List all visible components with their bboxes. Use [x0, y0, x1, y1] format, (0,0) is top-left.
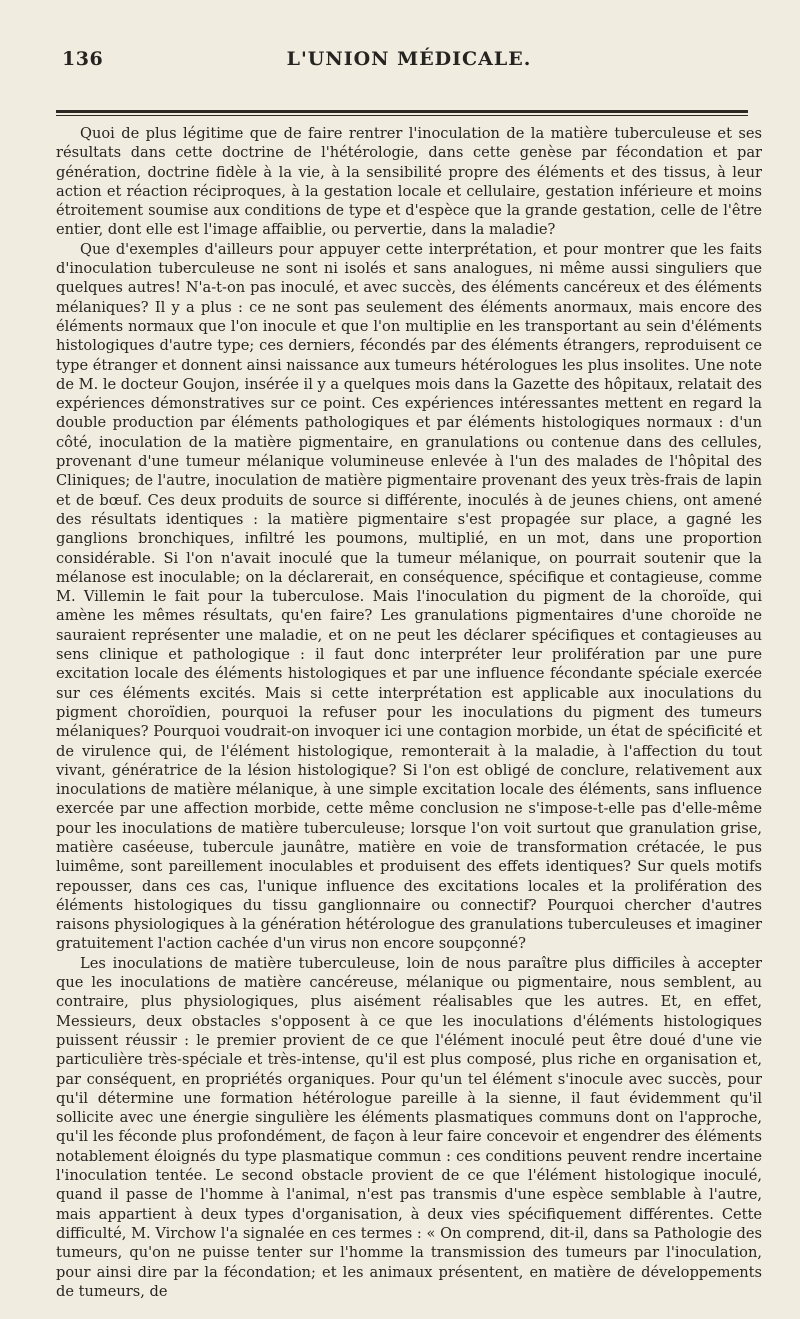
paragraph-3: Les inoculations de matière tuberculeuse, loin de nous paraître plus difficiles à accepter que les inoculations de matière cancéreuse, mélanique ou pigmentaire, nous semblent, au contraire, plus physiologiques, plus aisément réalisables que les autres. Et, en effet, Messieurs, deux obstacles s'opposent à ce que les inoculations d'éléments histologiques puissent réussir : le premier provient de ce que l'élément inoculé peut être doué d'une vie particulière très-spéciale et très-intense, qu'il est plus composé, plus riche en organisation et, par conséquent, en propriétés organiques. Pour qu'un tel élément s'inocule avec succès, pour qu'il détermine une formation hétérologue pareille à la sienne, il faut évidemment qu'il sollicite avec une énergie singulière les éléments plasmatiques communs dont on l'approche, qu'il les féconde plus profondément, de façon à leur faire concevoir et engendrer des éléments notablement éloignés du type plasmatique commun : ces conditions peuvent rendre incertaine l'inoculation tentée. Le second obstacle provient de ce que l'élément histologique inoculé, quand il passe de l'homme à l'animal, n'est pas transmis d'une espèce semblable à l'autre, mais appartient à deux types d'organisation, à deux vies spécifiquement différentes. Cette difficulté, M. Virchow l'a signalée en ces termes : « On comprend, dit-il, dans sa Pathologie des tumeurs, qu'on ne puisse tenter sur l'homme la transmission des tumeurs par l'inoculation, pour ainsi dire par la fécondation; et les animaux présentent, en matière de développements de tumeurs, de — [56, 954, 762, 1300]
paragraph-1: Quoi de plus légitime que de faire rentrer l'inoculation de la matière tuberculeuse et ses résultats dans cette doctrine de l'hétérologie, dans cette genèse par fécondation et par génération, doctrine fidèle à la vie, à la sensibilité propre des éléments et des tissus, à leur action et réaction réciproques, à la gestation locale et cellulaire, gestation inférieure et moins étroitement soumise aux conditions de type et d'espèce que la grande gestation, celle de l'être entier, dont elle est l'image affaiblie, ou pervertie, dans la maladie? — [56, 125, 762, 239]
header-rule — [56, 110, 748, 113]
header-rule-thin — [56, 115, 748, 116]
paragraph-2: Que d'exemples d'ailleurs pour appuyer cette interprétation, et pour montrer que les faits d'inoculation tuberculeuse ne sont ni isolés et sans analogues, ni même aussi singuliers que quelques autres! N'a-t-on pas inoculé, et avec succès, des éléments cancéreux et des éléments mélaniques? Il y a plus : ce ne sont pas seulement des éléments anormaux, mais encore des éléments normaux que l'on inocule et que l'on multiplie en les transportant au sein d'éléments histologiques d'autre type; ces derniers, fécondés par des éléments étrangers, reproduisent ce type étranger et donnent ainsi naissance aux tumeurs hétérologues les plus insolites. Une note de M. le docteur Goujon, insérée il y a quelques mois dans la Gazette des hôpitaux, relatait des expériences démonstratives sur ce point. Ces expériences intéressantes mettent en regard la double production par éléments pathologiques et par éléments histologiques normaux : d'un côté, inoculation de la matière pigmentaire, en granulations ou contenue dans des cellules, provenant d'une tumeur mélanique volumineuse enlevée à l'un des malades de l'hôpital des Cliniques; de l'autre, inoculation de matière pigmentaire provenant des yeux très-frais de lapin et de bœuf. Ces deux produits de source si différente, inoculés à de jeunes chiens, ont amené des résultats identiques : la matière pigmentaire s'est propagée sur place, a gagné les ganglions bronchiques, infiltré les poumons, multiplié, en un mot, dans une proportion considérable. Si l'on n'avait inoculé que la tumeur mélanique, on pourrait soutenir que la mélanose est inoculable; on la déclarerait, en conséquence, spécifique et contagieuse, comme M. Villemin le fait pour la tuberculose. Mais l'inoculation du pigment de la choroïde, qui amène les mêmes résultats, qu'en faire? Les granulations pigmentaires d'une choroïde ne sauraient représenter une maladie, et on ne peut les déclarer spécifiques et contagieuses au sens clinique et pathologique : il faut donc interpréter leur prolifération par une pure excitation locale des éléments histologiques et par une influence fécondante spéciale exercée sur ces éléments excités. Mais si cette interprétation est applicable aux inoculations du pigment choroïdien, pourquoi la refuser pour les inoculations du pigment des tumeurs mélaniques? Pourquoi voudrait-on invoquer ici une contagion morbide, un état de spécificité et de virulence qui, de l'élément histologique, remonterait à la maladie, à l'affection du tout vivant, génératrice de la lésion histologique? Si l'on est obligé de conclure, relativement aux inoculations de matière mélanique, à une simple excitation locale des éléments, sans influence exercée par une affection morbide, cette même conclusion ne s'impose-t-elle pas d'elle-même pour les inoculations de matière tuberculeuse; lorsque l'on voit surtout que granulation grise, matière caséeuse, tubercule jaunâtre, matière en voie de transformation crétacée, le pus luimême, sont pareillement inoculables et produisent des effets identiques? Sur quels motifs repousser, dans ces cas, l'unique influence des excitations locales et la prolifération des éléments histologiques du tissu ganglionnaire ou connectif? Pourquoi chercher d'autres raisons physiologiques à la génération hétérologue des granulations tuberculeuses et imaginer gratuitement l'action cachée d'un virus non encore soupçonné? — [56, 240, 762, 953]
journal-title: L'UNION MÉDICALE. — [286, 48, 532, 70]
page-header — [56, 40, 762, 76]
page-number: 136 — [62, 48, 104, 70]
article-body — [56, 124, 762, 1301]
